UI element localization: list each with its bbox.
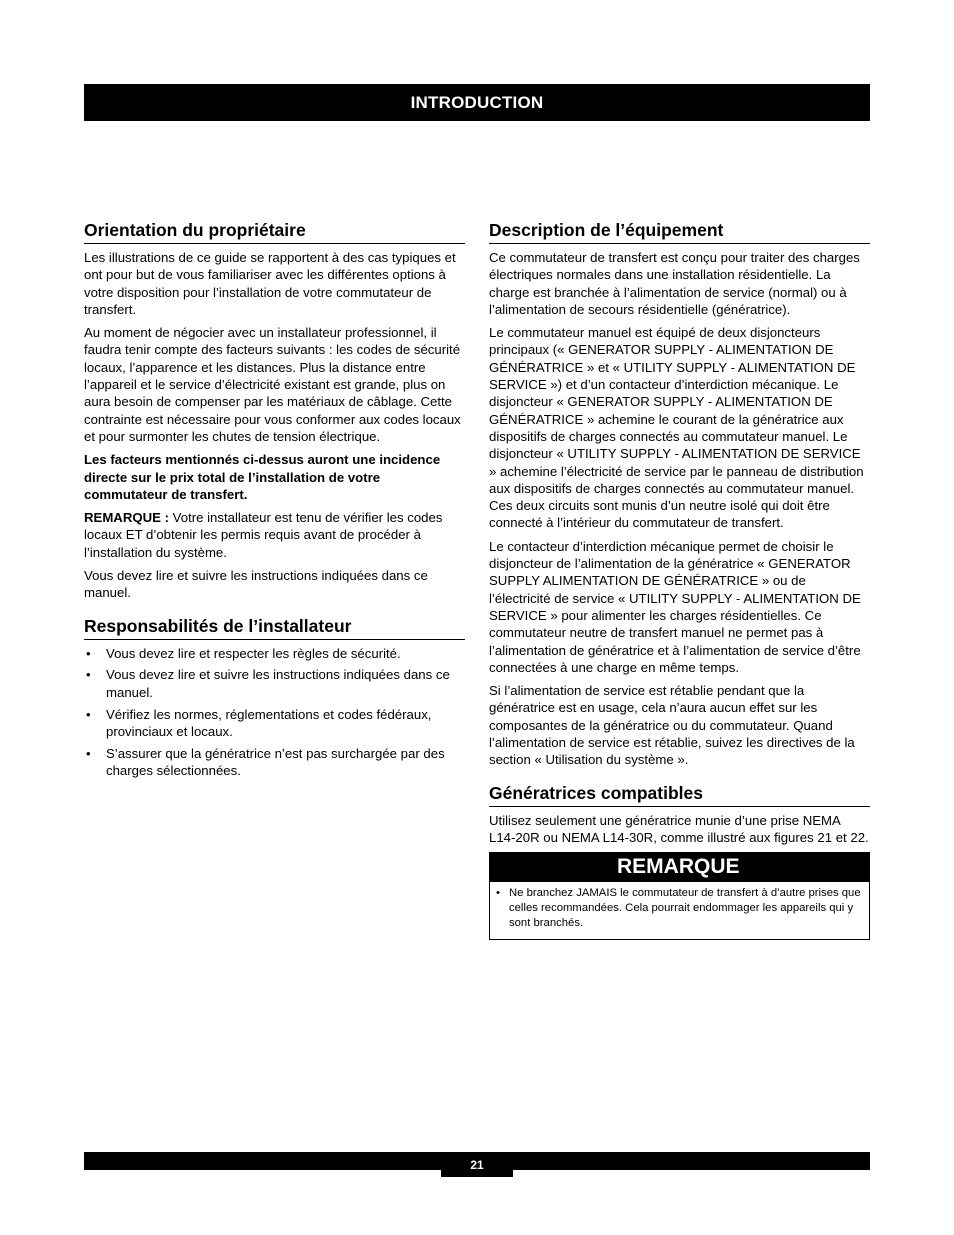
bullet: • [86, 745, 91, 761]
left-column [84, 220, 465, 784]
page-number-text: 21 [470, 1157, 484, 1172]
remarque-notice-box [489, 852, 870, 940]
heading-generatrices: Génératrices compatibles [489, 783, 870, 807]
remarque-paragraph [84, 509, 465, 561]
list-item [84, 706, 465, 741]
section-header-bar [84, 84, 870, 121]
paragraph: Ce commutateur de transfert est conçu pour traiter des charges électriques normales dans une installation résidentielle. La charge est branchée à l’alimentation de service (normal) ou à l’alimentation de secours résidentielle (génératrice). [489, 250, 860, 317]
bullet: • [496, 887, 500, 900]
paragraph: Vous devez lire et suivre les instructions indiquées dans ce manuel. [84, 568, 428, 601]
paragraph: Utilisez seulement une génératrice munie d’une prise NEMA L14-20R ou NEMA L14-30R, comme illustré aux figures 21 et 22. [489, 812, 869, 845]
remarque-text: Votre installateur est tenu de vérifier les codes locaux ET d’obtenir les permis requis avant de procéder à l’installation du système. [84, 510, 443, 560]
bold-paragraph: Les facteurs mentionnés ci-dessus auront une incidence directe sur le prix total de l’installation de votre commutateur de transfert. [84, 452, 441, 502]
remarque-notice-title: REMARQUE [490, 853, 869, 882]
heading-description: Description de l’équipement [489, 220, 870, 244]
bullet: • [86, 667, 91, 683]
right-column [489, 220, 870, 940]
heading-responsabilites: Responsabilités de l’installateur [84, 616, 465, 640]
list-item [494, 886, 865, 931]
paragraph: Si l’alimentation de service est rétablie pendant que la génératrice est en usage, cela n’aura aucun effet sur les composantes de la génératrice ou du commutateur. Quand l’alimentation de service est rétablie, suivez les directives de la section « Utilisation du système ». [489, 683, 855, 768]
responsabilites-list [84, 645, 465, 780]
bullet: • [86, 645, 91, 661]
section-title: INTRODUCTION [410, 92, 544, 112]
list-item [84, 645, 465, 662]
list-item-text: S’assurer que la génératrice n’est pas surchargée par des charges sélectionnées. [106, 745, 445, 778]
paragraph: Au moment de négocier avec un installateur professionnel, il faudra tenir compte des facteurs suivants : les codes de sécurité locaux, l’apparence et les distances. Plus la distance entre l’appareil et le service d’électricité existant est grande, plus on aura besoin de compenser par les matériaux de câblage. Cette contrainte est nécessaire pour vous conformer aux codes locaux et pour surmonter les chutes de tension électrique. [84, 325, 461, 444]
bullet: • [86, 706, 91, 722]
list-item [84, 666, 465, 701]
remarque-label: REMARQUE : [84, 510, 169, 526]
paragraph: Les illustrations de ce guide se rapportent à des cas typiques et ont pour but de vous familiariser avec les différentes options à votre disposition pour l’installation de votre commutateur de transfert. [84, 250, 456, 317]
list-item-text: Vous devez lire et respecter les règles de sécurité. [106, 645, 401, 661]
paragraph: Le commutateur manuel est équipé de deux disjoncteurs principaux (« GENERATOR SUPPLY - ALIMENTATION DE GÉNÉRATRICE » et « UTILITY SUPPLY - ALIMENTATION DE SERVICE ») et d’un contacteur d’interdiction mécanique. Le disjoncteur « GENERATOR SUPPLY - ALIMENTATION DE GÉNÉRATRICE » achemine le courant de la génératrice aux dispositifs de charges connectés au commutateur manuel. Le disjoncteur « UTILITY SUPPLY - ALIMENTATION DE SERVICE » achemine l’électricité de service par le panneau de distribution aux dispositifs de charges connectés au commutateur manuel. Ces deux circuits sont munis d’un neutre isolé qui doit être connecté à l’intérieur du commutateur de transfert. [489, 325, 864, 531]
paragraph: Le contacteur d’interdiction mécanique permet de choisir le disjoncteur de l’alimentation de la génératrice « GENERATOR SUPPLY ALIMENTATION DE GÉNÉRATRICE » ou de l’électricité de service « UTILITY SUPPLY - ALIMENTATION DE SERVICE » pour alimenter les charges résidentielles. Ce commutateur neutre de transfert manuel ne permet pas à l’alimentation de génératrice et à l’alimentation de service d’être connectées à une charge en même temps. [489, 538, 861, 675]
list-item [84, 745, 465, 780]
list-item-text: Vous devez lire et suivre les instructions indiquées dans ce manuel. [106, 667, 450, 700]
heading-orientation: Orientation du propriétaire [84, 220, 465, 244]
remarque-notice-body [490, 882, 869, 939]
list-item-text: Vérifiez les normes, réglementations et codes fédéraux, provinciaux et locaux. [106, 706, 432, 739]
remarque-notice-text: Ne branchez JAMAIS le commutateur de transfert à d’autre prises que celles recommandées. Cela pourrait endommager les appareils qui y sont branchés. [509, 887, 861, 930]
page-number [441, 1152, 513, 1177]
